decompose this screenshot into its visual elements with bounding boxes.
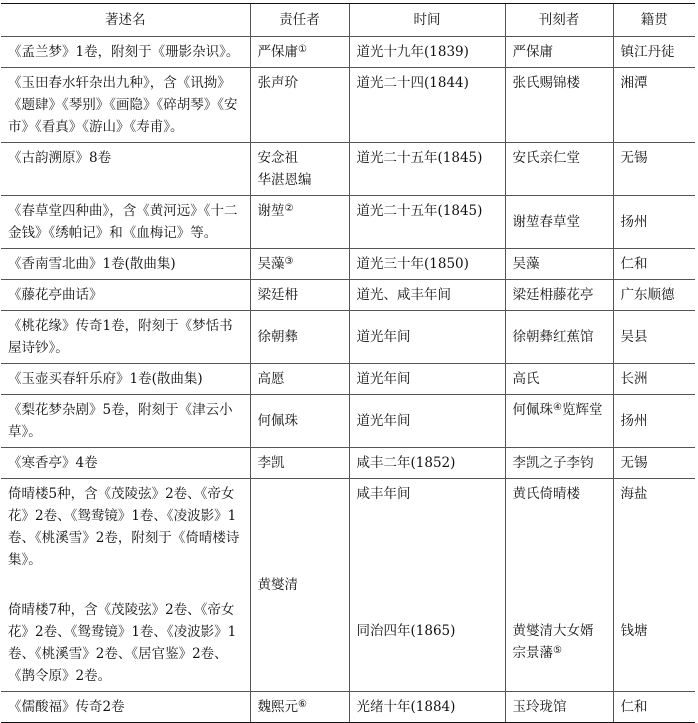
footnote-mark: ① [298,44,307,55]
cell-author: 安念祖 华湛恩编 [250,143,349,196]
cell-time: 道光年间 [349,364,505,395]
cell-title: 《古韵溯原》8卷 [1,143,250,196]
cell-title: 《玉壶买春轩乐府》1卷(散曲集) [1,364,250,395]
cell-publisher: 徐朝彝红蕉馆 [505,311,613,364]
cell-publisher: 梁廷枏藤花亭 [505,280,613,311]
cell-time: 道光二十四(1844) [349,68,505,143]
cell-time: 道光二十五年(1845) [349,196,505,249]
header-time: 时间 [349,4,505,37]
table-row [1,448,695,479]
header-row [1,4,695,37]
cell-title: 《香南雪北曲》1卷(散曲集) [1,249,250,280]
table-row [1,692,695,723]
table-row [1,68,695,143]
cell-publisher: 吴藻 [505,249,613,280]
cell-author: 严保庸① [250,37,349,68]
cell-origin: 扬州 [613,395,695,448]
cell-author: 张声玠 [250,68,349,143]
cell-publisher: 高氏 [505,364,613,395]
cell-time: 光绪十年(1884) [349,692,505,723]
cell-origin: 无锡 [613,143,695,196]
header-origin: 籍贯 [613,4,695,37]
cell-title: 《孟兰梦》1卷，附刻于《珊影杂识》。 [1,37,250,68]
footnote-mark: ② [284,203,294,214]
cell-title: 《儒酸福》传奇2卷 [1,692,250,723]
cell-origin: 湘潭 [613,68,695,143]
table-row [1,196,695,249]
cell-origin: 吴县 [613,311,695,364]
cell-author: 吴藻③ [250,249,349,280]
footnote-mark: ④ [553,402,562,413]
cell-origin: 海盐 钱塘 [613,479,695,692]
cell-time: 道光年间 [349,395,505,448]
header-title: 著述名 [1,4,250,37]
cell-time: 道光十九年(1839) [349,37,505,68]
cell-author: 谢堃② [250,196,349,249]
cell-time: 咸丰二年(1852) [349,448,505,479]
cell-author: 黄燮清 [250,479,349,692]
cell-title: 《藤花亭曲话》 [1,280,250,311]
header-publisher: 刊刻者 [505,4,613,37]
cell-time: 道光年间 [349,311,505,364]
cell-origin: 广东顺德 [613,280,695,311]
table-row [1,143,695,196]
table-row [1,37,695,68]
cell-publisher: 黄氏倚晴楼 黄燮清大女婿宗景藩⑤ [505,479,613,692]
cell-time: 咸丰年间 同治四年(1865) [349,479,505,692]
cell-author: 梁廷枏 [250,280,349,311]
cell-title: 《桃花缘》传奇1卷，附刻于《梦恬书屋诗钞》。 [1,311,250,364]
cell-origin: 扬州 [613,196,695,249]
cell-publisher: 安氏亲仁堂 [505,143,613,196]
cell-author: 高愿 [250,364,349,395]
table-row [1,280,695,311]
cell-author: 李凯 [250,448,349,479]
cell-publisher: 玉玲珑馆 [505,692,613,723]
cell-publisher: 谢堃春草堂 [505,196,613,249]
header-author: 责任者 [250,4,349,37]
catalog-table [1,3,695,723]
footnote-mark: ⑤ [553,645,562,656]
cell-origin: 仁和 [613,692,695,723]
cell-title: 《春草堂四种曲》，含《黄河远》《十二金钱》《绣帕记》和《血梅记》等。 [1,196,250,249]
cell-time: 道光三十年(1850) [349,249,505,280]
cell-time: 道光、咸丰年间 [349,280,505,311]
table-row [1,364,695,395]
cell-time: 道光二十五年(1845) [349,143,505,196]
cell-title: 《玉田春水轩杂出九种》，含《讯拗》《题肆》《琴别》《画隐》《碎胡琴》《安市》《看真》《游山》《寿甫》。 [1,68,250,143]
footnote-mark: ⑥ [298,699,307,710]
cell-title: 《梨花梦杂剧》5卷，附刻于《津云小草》。 [1,395,250,448]
cell-publisher: 严保庸 [505,37,613,68]
cell-origin: 长洲 [613,364,695,395]
table-row [1,311,695,364]
cell-title: 倚晴楼5种，含《茂陵弦》2卷、《帝女花》2卷、《鸳鸯镜》1卷、《凌波影》1卷、《桃溪雪》2卷，附刻于《倚晴楼诗集》。 倚晴楼7种，含《茂陵弦》2卷、《帝女花》2卷、《鸳鸯镜》1卷、《凌波影》1卷、《桃溪雪》2卷、《居官鉴》2卷、《鹊令原》2卷。 [1,479,250,692]
cell-author: 徐朝彝 [250,311,349,364]
cell-title: 《寒香亭》4卷 [1,448,250,479]
cell-author: 魏熙元⑥ [250,692,349,723]
cell-author: 何佩珠 [250,395,349,448]
cell-publisher: 李凯之子李钧 [505,448,613,479]
table-row [1,249,695,280]
table-row [1,395,695,448]
cell-origin: 仁和 [613,249,695,280]
cell-origin: 无锡 [613,448,695,479]
table-row [1,479,695,692]
cell-origin: 镇江丹徒 [613,37,695,68]
footnote-mark: ③ [284,256,294,267]
cell-publisher: 张氏赐锦楼 [505,68,613,143]
cell-publisher: 何佩珠④览辉堂 [505,395,613,448]
